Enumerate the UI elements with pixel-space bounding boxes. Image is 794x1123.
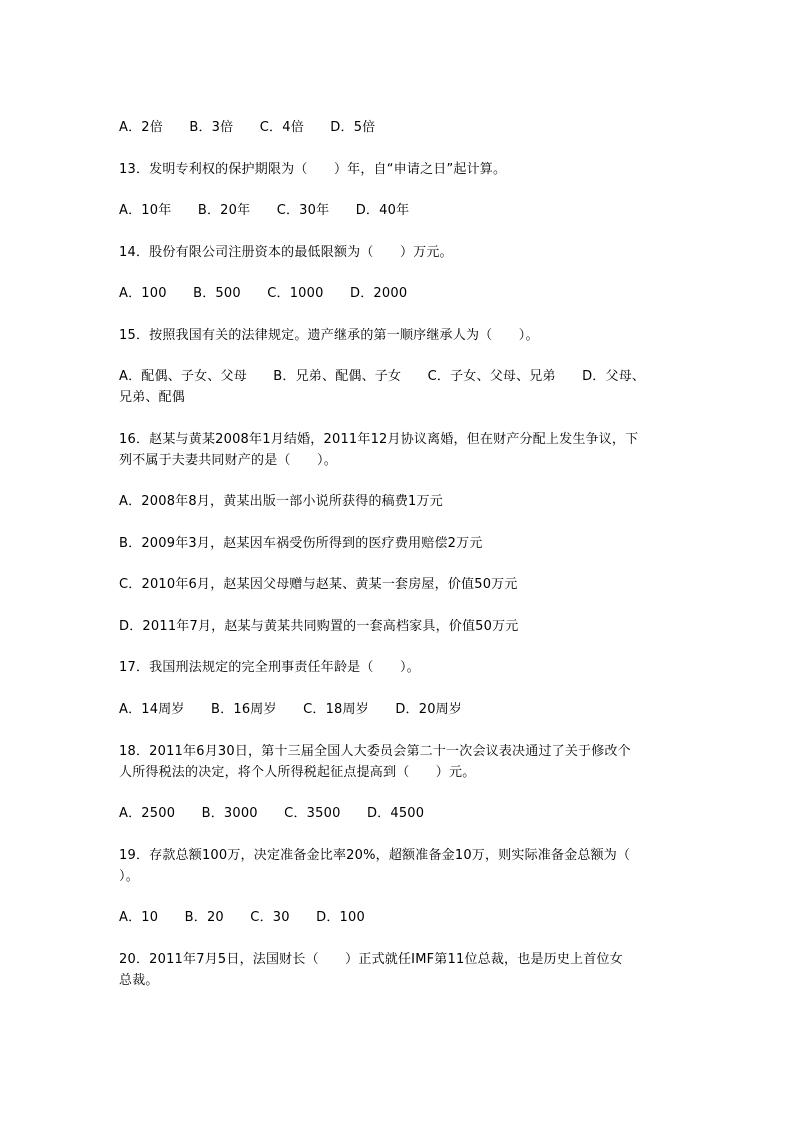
q16-option-b: B．2009年3月，赵某因车祸受伤所得到的医疗费用赔偿2万元 [119, 536, 483, 551]
q20-question-line2: 总裁。 [119, 973, 159, 988]
q16-option-d: D．2011年7月，赵某与黄某共同购置的一套高档家具，价值50万元 [119, 619, 519, 634]
q15-options-line2: 兄弟、配偶 [119, 390, 186, 405]
q16-option-a: A．2008年8月，黄某出版一部小说所获得的稿费1万元 [119, 494, 443, 509]
q17-question: 17．我国刑法规定的完全刑事责任年龄是（ ）。 [119, 660, 420, 675]
q15-options-line1: A．配偶、子女、父母 B．兄弟、配偶、子女 C．子女、父母、兄弟 D．父母、 [119, 369, 646, 384]
q19-question-line2: ）。 [119, 869, 139, 884]
q19-options: A．10 B．20 C．30 D．100 [119, 910, 365, 925]
q18-question-line1: 18．2011年6月30日，第十三届全国人大委员会第二十一次会议表决通过了关于修改个 [119, 744, 631, 759]
q18-question-line2: 人所得税法的决定，将个人所得税起征点提高到（ ）元。 [119, 765, 476, 780]
q16-question-line2: 列不属于夫妻共同财产的是（ ）。 [119, 453, 337, 468]
q15-question: 15．按照我国有关的法律规定。遗产继承的第一顺序继承人为（ ）。 [119, 328, 539, 343]
q16-question-line1: 16．赵某与黄某2008年1月结婚，2011年12月协议离婚，但在财产分配上发生争议，下 [119, 432, 639, 447]
q14-question: 14．股份有限公司注册资本的最低限额为（ ）万元。 [119, 245, 453, 260]
q17-options: A．14周岁 B．16周岁 C．18周岁 D．20周岁 [119, 702, 463, 717]
q19-question-line1: 19．存款总额100万，决定准备金比率20%，超额准备金10万，则实际准备金总额为（ [119, 848, 631, 863]
q18-options: A．2500 B．3000 C．3500 D．4500 [119, 806, 425, 821]
q13-question: 13．发明专利权的保护期限为（ ）年，自“申请之日”起计算。 [119, 162, 507, 177]
q12-options: A．2倍 B．3倍 C．4倍 D．5倍 [119, 120, 376, 135]
q14-options: A．100 B．500 C．1000 D．2000 [119, 286, 408, 301]
q16-option-c: C．2010年6月，赵某因父母赠与赵某、黄某一套房屋，价值50万元 [119, 577, 518, 592]
q13-options: A．10年 B．20年 C．30年 D．40年 [119, 203, 410, 218]
q20-question-line1: 20．2011年7月5日，法国财长（ ）正式就任IMF第11位总裁，也是历史上首位女 [119, 952, 623, 967]
